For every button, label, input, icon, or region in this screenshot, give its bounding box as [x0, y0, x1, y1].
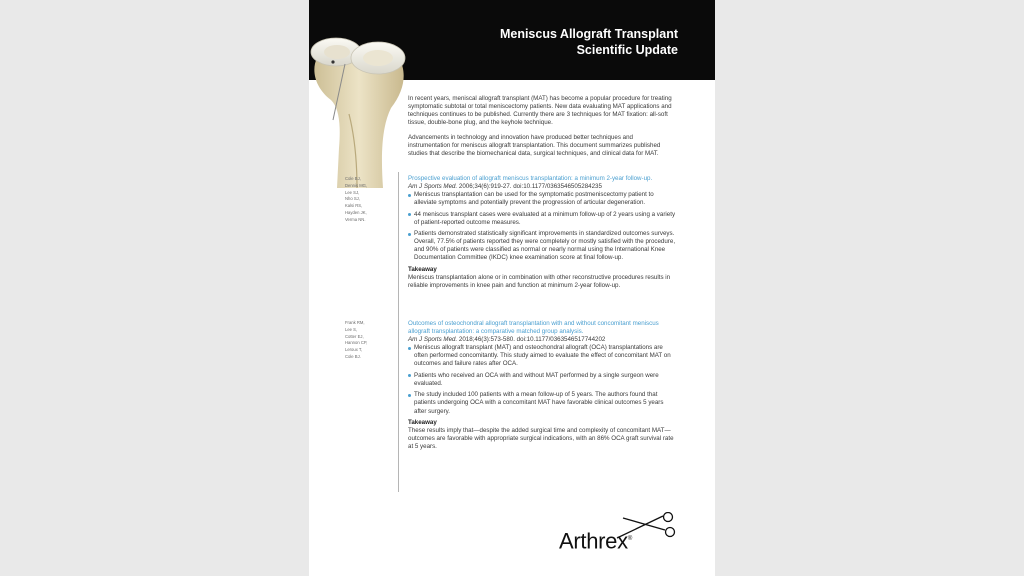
study-2 — [408, 320, 676, 451]
intro-paragraph-1: In recent years, meniscal allograft transplant (MAT) has become a popular procedure for treating symptomatic subtotal or total meniscectomy patients. New data evaluating MAT applications and techniques continues to be published. Currently there are 3 techniques for MAT fixation: all-soft tissue, double-bone plug, and the keyhole technique. — [408, 95, 672, 127]
study-1-journal: Am J Sports Med. — [408, 183, 458, 191]
author: Leroux T, — [345, 347, 363, 353]
study-1-takeaway: Meniscus transplantation alone or in combination with other reconstructive procedures results in reliable improvements in knee pain and function at minimum 2-year follow-up. — [408, 273, 671, 290]
tibia-meniscus-illustration — [309, 28, 409, 188]
study-2-takeaway-heading: Takeaway — [408, 418, 437, 426]
bullet-icon — [408, 233, 411, 236]
finding-item: Meniscus transplantation can be used for the symptomatic postmeniscectomy patient to alleviate symptoms and potentially prevent the progression of articular degeneration. — [408, 191, 676, 207]
finding-item: Patients who received an OCA with and without MAT performed by a single surgeon were evaluated. — [408, 372, 676, 388]
author: Dennis MG, — [345, 182, 368, 188]
author: Cole BJ. — [345, 353, 361, 359]
finding-item: 44 meniscus transplant cases were evaluated at a minimum follow-up of 2 years using a variety of patient-reported outcome measures. — [408, 211, 676, 227]
title-line-1: Meniscus Allograft Transplant — [499, 27, 678, 41]
finding-item: Meniscus allograft transplant (MAT) and osteochondral allograft (OCA) transplantations are often performed concomitantly. This study aimed to evaluate the effect of concomitant MAT on outcomes and failure rates after OCA. — [408, 344, 676, 368]
study-1-citation-details: 2006;34(6):919-27. doi:10.1177/0363546505284235 — [457, 183, 602, 191]
intro-paragraph-2: Advancements in technology and innovation have produced better techniques and instrumentation for meniscus allograft transplantation. This document summarizes published studies that describe the biomechanical data, surgical techniques, and clinical data for MAT. — [408, 134, 661, 158]
study-1-title[interactable]: Prospective evaluation of allograft meniscus transplantation: a minimum 2-year follow-up. — [408, 175, 653, 182]
author: Cole BJ, — [345, 176, 361, 181]
author: Lee SJ, — [345, 189, 360, 195]
arthrex-logo — [559, 512, 684, 557]
study-2-citation-details: 2018;46(3):573-580. doi:10.1177/0363546517744202 — [457, 336, 606, 344]
author: Verma NN. — [345, 216, 366, 222]
study-2-title[interactable]: Outcomes of osteochondral allograft transplantation with and without concomitant meniscus allograft transplantation: a comparative matched group analysis. — [408, 320, 659, 336]
author: Frank RM, — [345, 320, 365, 325]
page-title — [500, 26, 678, 58]
study-1 — [408, 175, 676, 290]
bullet-icon — [408, 374, 411, 377]
study-1-findings — [408, 191, 676, 262]
study-2-journal: Am J Sports Med. — [408, 336, 458, 344]
study-2-takeaway: These results imply that—despite the added surgical time and complexity of concomitant MAT—outcomes are favorable with appropriate surgical indications, with an 86% OCA graft survival rate at 5 years. — [408, 427, 674, 451]
study-2-citation — [408, 336, 676, 344]
author: Hayden JK, — [345, 209, 367, 215]
document-page — [309, 0, 715, 576]
study-2-authors — [345, 320, 367, 361]
registered-mark: ® — [627, 536, 632, 542]
bullet-icon — [408, 213, 411, 216]
author: Hannon CP, — [345, 340, 368, 346]
bullet-icon — [408, 347, 411, 350]
study-2-findings — [408, 344, 676, 415]
finding-item: The study included 100 patients with a mean follow-up of 5 years. The authors found that patients undergoing OCA with a concomitant MAT have favorable clinical outcomes 5 years after surgery. — [408, 391, 676, 415]
bullet-icon — [408, 194, 411, 197]
study-1-authors — [345, 176, 367, 224]
author: Lee S, — [345, 326, 358, 332]
author: Cotter EJ, — [345, 333, 364, 339]
study-1-citation — [408, 183, 676, 191]
logo-wordmark: Arthrex® — [559, 528, 632, 554]
bullet-icon — [408, 394, 411, 397]
title-line-2: Scientific Update — [576, 43, 678, 57]
author-column-divider — [398, 172, 399, 492]
author: Kalsi RS, — [345, 203, 363, 209]
finding-item: Patients demonstrated statistically significant improvements in standardized outcomes surveys. Overall, 77.5% of patients reported they were completely or mostly satisfied with the procedure, and 90% of patients were classified as normal or nearly normal using the International Knee Documentation Committee (IKDC) knee examination score at final follow-up. — [408, 230, 676, 262]
author: Nho SJ, — [345, 196, 360, 202]
study-1-takeaway-heading: Takeaway — [408, 265, 437, 273]
